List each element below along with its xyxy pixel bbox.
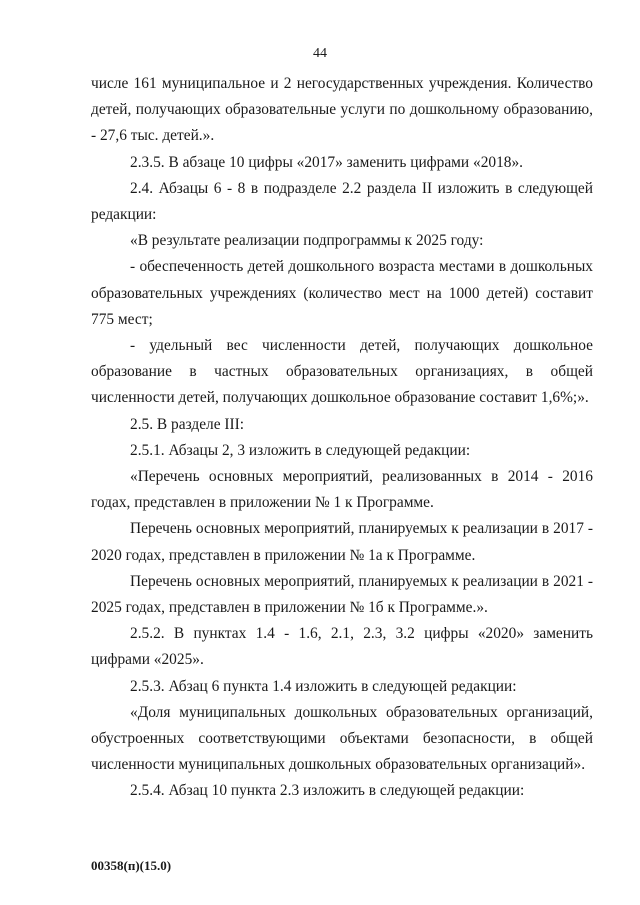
paragraph: 2.5.1. Абзацы 2, 3 изложить в следующей редакции:	[130, 441, 471, 459]
paragraph: 2.5. В разделе III:	[130, 415, 245, 433]
paragraph: - обеспеченность детей дошкольного возраста местами в дошкольных образовательных учреждениях (количество мест на 1000 детей) составит 775 мест;	[91, 258, 593, 328]
paragraph: 2.5.3. Абзац 6 пункта 1.4 изложить в следующей редакции:	[130, 677, 517, 695]
paragraph: 2.5.4. Абзац 10 пункта 2.3 изложить в следующей редакции:	[130, 782, 525, 800]
paragraph: 2.5.2. В пунктах 1.4 - 1.6, 2.1, 2.3, 3.2 цифры «2020» заменить цифрами «2025».	[91, 625, 593, 669]
paragraph: 2.4. Абзацы 6 - 8 в подразделе 2.2 раздела II изложить в следующей редакции:	[91, 179, 593, 224]
paragraph: числе 161 муниципальное и 2 негосударственных учреждения. Количество детей, получающих образовательные услуги по дошкольному образованию, - 27,6 тыс. детей.».	[91, 75, 593, 145]
paragraph: «Перечень основных мероприятий, реализованных в 2014 - 2016 годах, представлен в приложении № 1 к Программе.	[91, 468, 593, 512]
paragraph: «Доля муниципальных дошкольных образовательных организаций, обустроенных соответствующими объектами безопасности, в общей численности муниципальных дошкольных образовательных организаций».	[91, 703, 593, 774]
document-body	[91, 71, 593, 805]
paragraph: Перечень основных мероприятий, планируемых к реализации в 2017 - 2020 годах, представлен в приложении № 1а к Программе.	[91, 520, 593, 564]
paragraph: Перечень основных мероприятий, планируемых к реализации в 2021 - 2025 годах, представлен в приложении № 1б к Программе.».	[91, 572, 593, 617]
paragraph: - удельный вес численности детей, получающих дошкольное образование в частных образовательных организациях, в общей численности детей, получающих дошкольное образование составит 1,6%;».	[91, 337, 593, 407]
paragraph: 2.3.5. В абзаце 10 цифры «2017» заменить цифрами «2018».	[130, 153, 524, 171]
page-number: 44	[313, 46, 327, 61]
paragraph: «В результате реализации подпрограммы к 2025 году:	[130, 232, 484, 250]
document-code: 00358(п)(15.0)	[91, 858, 172, 873]
